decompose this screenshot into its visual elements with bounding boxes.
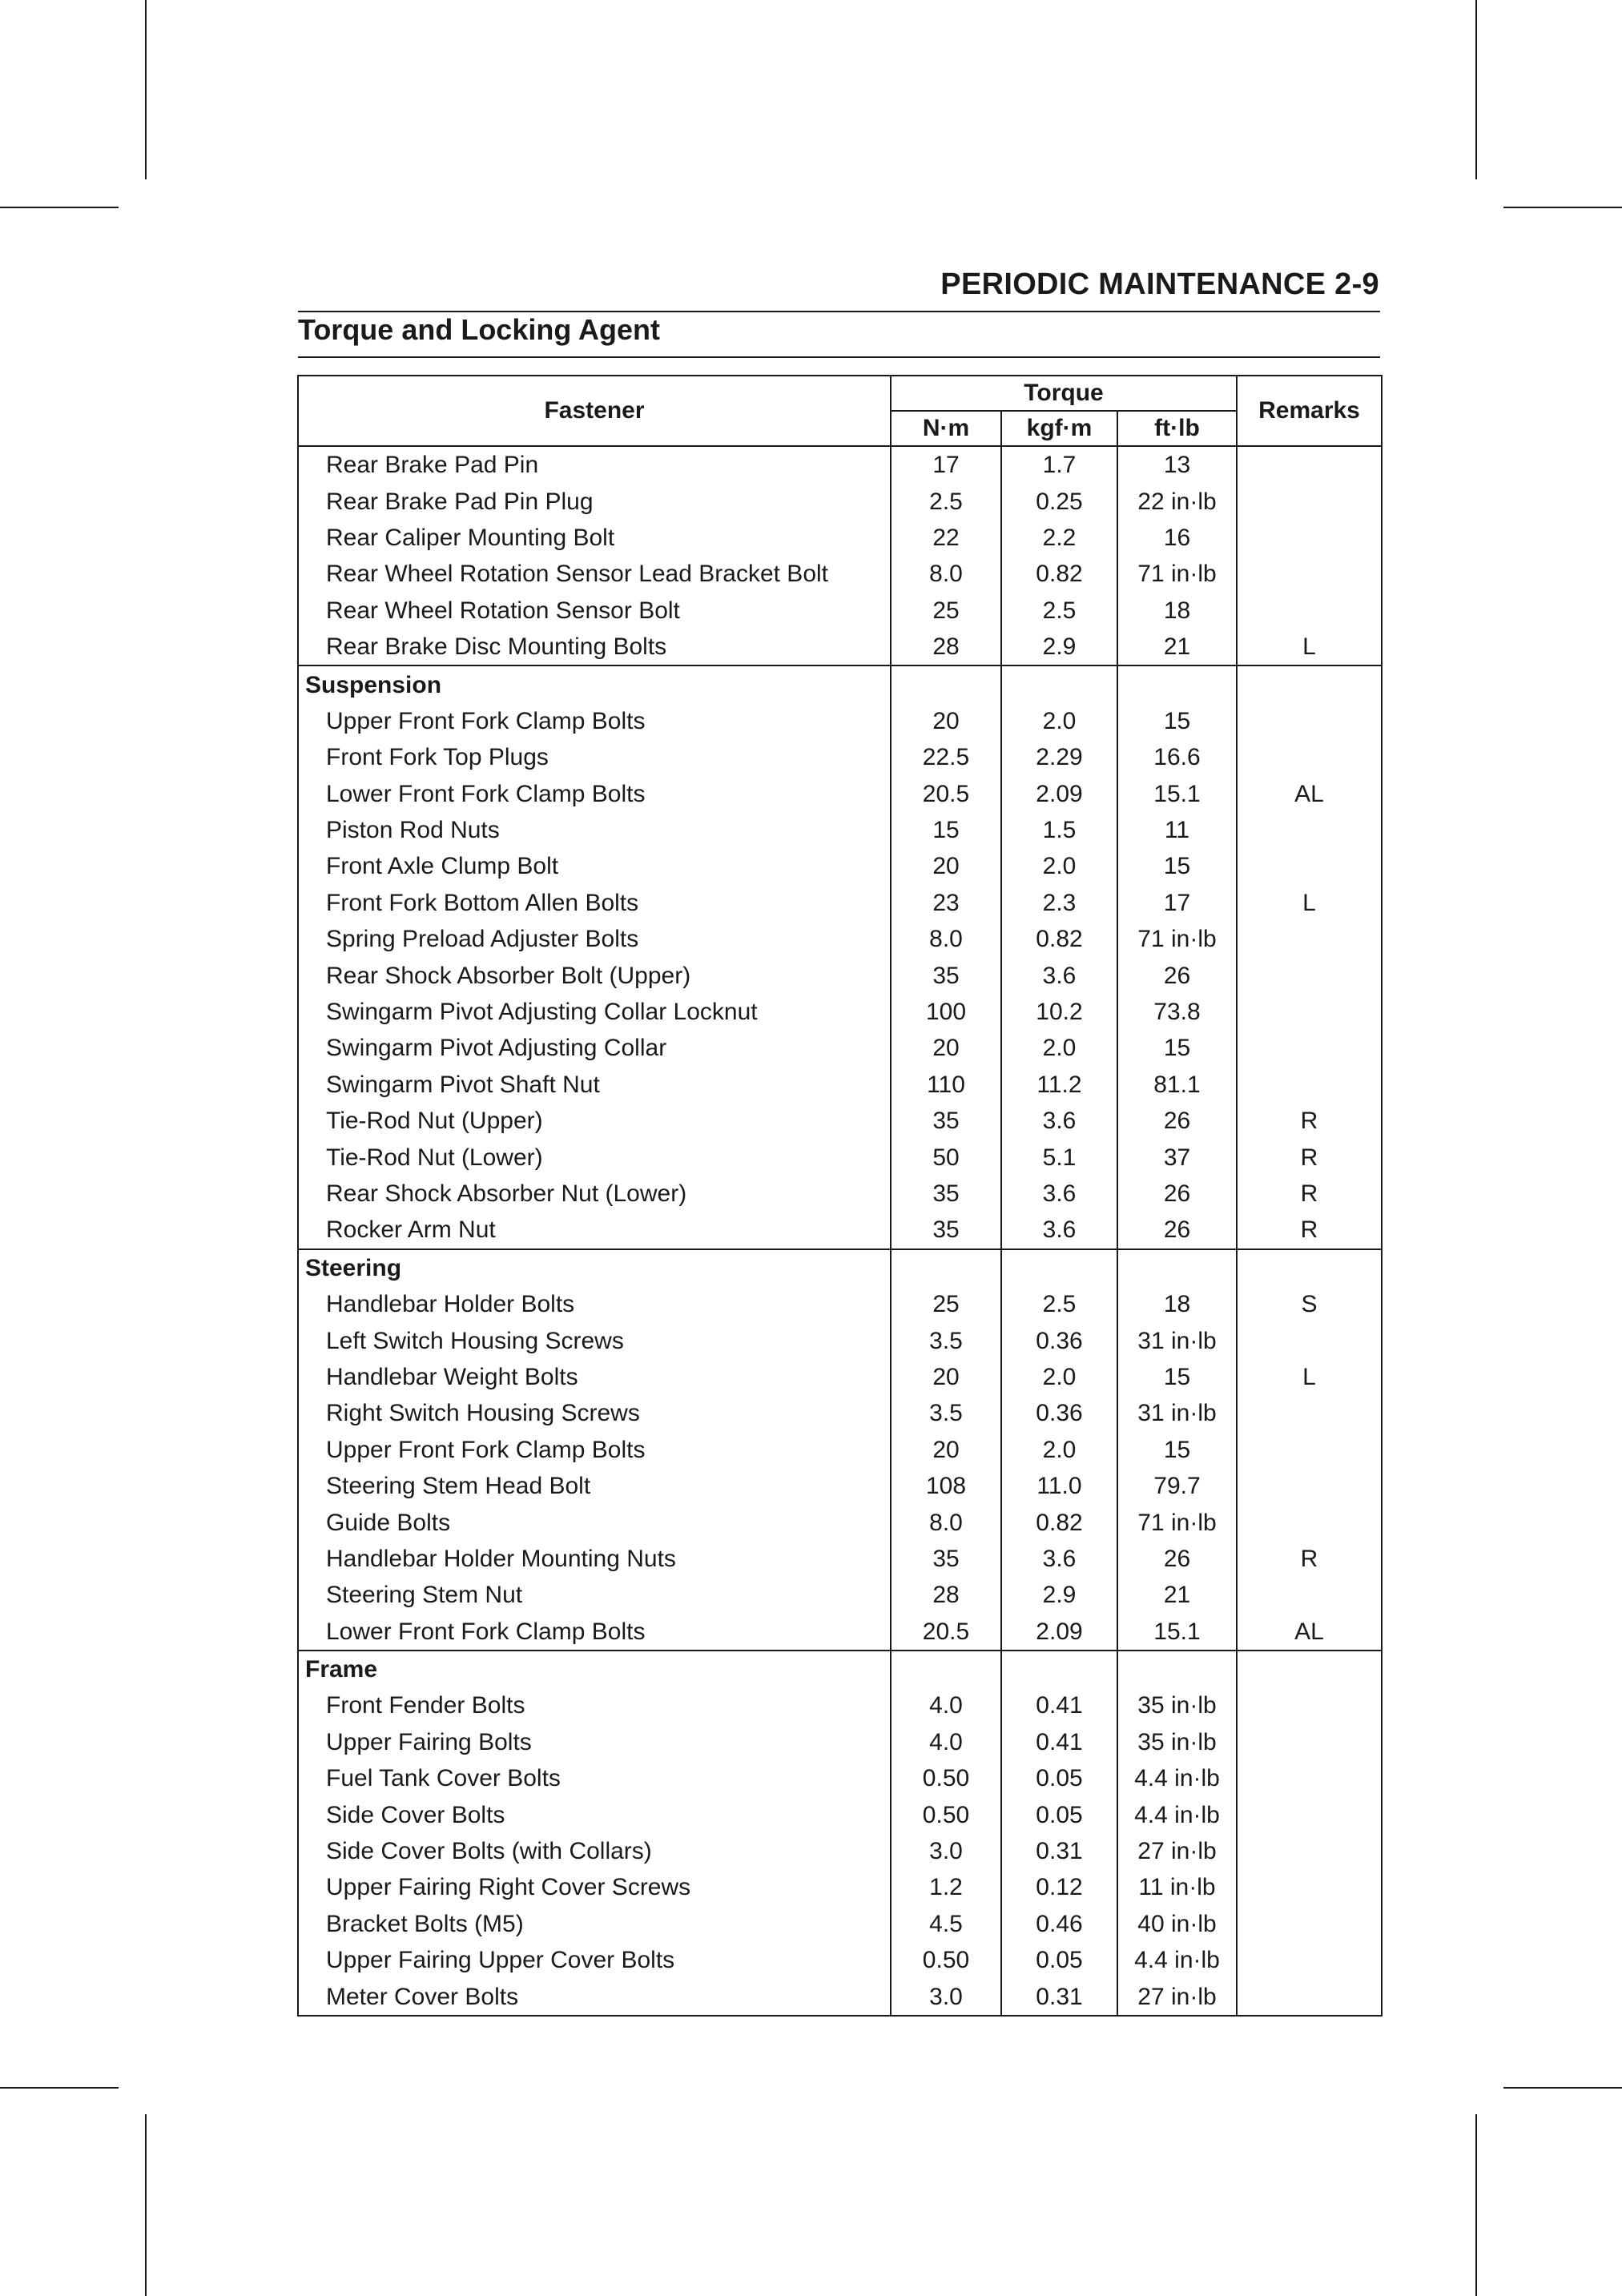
fastener-name: Handlebar Holder Mounting Nuts bbox=[298, 1541, 891, 1577]
remarks-cell bbox=[1237, 520, 1382, 556]
torque-kgfm: 0.36 bbox=[1001, 1395, 1117, 1431]
torque-ftlb: 16.6 bbox=[1117, 739, 1237, 775]
torque-kgfm: 2.0 bbox=[1001, 848, 1117, 884]
remarks-cell bbox=[1237, 739, 1382, 775]
torque-kgfm: 0.36 bbox=[1001, 1322, 1117, 1358]
fastener-name: Guide Bolts bbox=[298, 1504, 891, 1540]
header-torque: Torque bbox=[891, 376, 1237, 411]
torque-kgfm: 0.41 bbox=[1001, 1687, 1117, 1723]
torque-nm: 20 bbox=[891, 1030, 1001, 1066]
torque-kgfm: 3.6 bbox=[1001, 1176, 1117, 1212]
torque-kgfm: 3.6 bbox=[1001, 1212, 1117, 1249]
remarks-cell bbox=[1237, 1796, 1382, 1832]
table-row bbox=[298, 1541, 1382, 1577]
torque-ftlb: 11 bbox=[1117, 812, 1237, 848]
crop-mark bbox=[145, 2114, 147, 2296]
header-rule bbox=[298, 311, 1380, 312]
remarks-cell bbox=[1237, 1687, 1382, 1723]
torque-nm: 35 bbox=[891, 1176, 1001, 1212]
group-title-spacer bbox=[1117, 1651, 1237, 1687]
crop-mark bbox=[1475, 2114, 1477, 2296]
torque-nm: 108 bbox=[891, 1468, 1001, 1504]
torque-ftlb: 26 bbox=[1117, 1176, 1237, 1212]
remarks-cell: R bbox=[1237, 1103, 1382, 1139]
torque-kgfm: 2.2 bbox=[1001, 520, 1117, 556]
table-row bbox=[298, 1504, 1382, 1540]
torque-kgfm: 11.2 bbox=[1001, 1067, 1117, 1103]
table-row bbox=[298, 1577, 1382, 1613]
table-row bbox=[298, 1322, 1382, 1358]
torque-nm: 20.5 bbox=[891, 1614, 1001, 1651]
torque-ftlb: 26 bbox=[1117, 1541, 1237, 1577]
remarks-cell bbox=[1237, 593, 1382, 629]
remarks-cell bbox=[1237, 921, 1382, 957]
torque-kgfm: 1.5 bbox=[1001, 812, 1117, 848]
table-row bbox=[298, 1067, 1382, 1103]
torque-kgfm: 2.9 bbox=[1001, 629, 1117, 665]
remarks-cell bbox=[1237, 1322, 1382, 1358]
torque-ftlb: 71 in·lb bbox=[1117, 921, 1237, 957]
remarks-cell: L bbox=[1237, 885, 1382, 921]
remarks-cell bbox=[1237, 1869, 1382, 1905]
fastener-name: Tie-Rod Nut (Upper) bbox=[298, 1103, 891, 1139]
torque-ftlb: 15 bbox=[1117, 703, 1237, 739]
torque-kgfm: 0.31 bbox=[1001, 1833, 1117, 1869]
torque-nm: 3.0 bbox=[891, 1833, 1001, 1869]
torque-nm: 22.5 bbox=[891, 739, 1001, 775]
crop-mark bbox=[1503, 207, 1622, 208]
group-title-spacer bbox=[1237, 1651, 1382, 1687]
torque-ftlb: 16 bbox=[1117, 520, 1237, 556]
table-row bbox=[298, 1212, 1382, 1249]
torque-ftlb: 27 in·lb bbox=[1117, 1833, 1237, 1869]
torque-nm: 3.5 bbox=[891, 1395, 1001, 1431]
table-row bbox=[298, 629, 1382, 665]
fastener-name: Handlebar Holder Bolts bbox=[298, 1286, 891, 1322]
fastener-name: Swingarm Pivot Adjusting Collar bbox=[298, 1030, 891, 1066]
torque-nm: 35 bbox=[891, 1541, 1001, 1577]
fastener-name: Rear Wheel Rotation Sensor Bolt bbox=[298, 593, 891, 629]
fastener-name: Front Fender Bolts bbox=[298, 1687, 891, 1723]
page-header: PERIODIC MAINTENANCE 2-9 bbox=[940, 267, 1379, 301]
group-header-row bbox=[298, 1651, 1382, 1687]
torque-ftlb: 15 bbox=[1117, 1030, 1237, 1066]
group-title-spacer bbox=[1237, 1249, 1382, 1286]
remarks-cell bbox=[1237, 1942, 1382, 1978]
torque-ftlb: 21 bbox=[1117, 629, 1237, 665]
table-row bbox=[298, 1468, 1382, 1504]
fastener-name: Piston Rod Nuts bbox=[298, 812, 891, 848]
torque-kgfm: 0.82 bbox=[1001, 556, 1117, 592]
fastener-name: Upper Front Fork Clamp Bolts bbox=[298, 1432, 891, 1468]
fastener-name: Rear Shock Absorber Nut (Lower) bbox=[298, 1176, 891, 1212]
table-row bbox=[298, 1103, 1382, 1139]
remarks-cell: R bbox=[1237, 1139, 1382, 1175]
torque-kgfm: 2.5 bbox=[1001, 1286, 1117, 1322]
torque-ftlb: 13 bbox=[1117, 446, 1237, 483]
torque-table bbox=[297, 375, 1383, 2017]
table-row bbox=[298, 739, 1382, 775]
torque-ftlb: 81.1 bbox=[1117, 1067, 1237, 1103]
fastener-name: Bracket Bolts (M5) bbox=[298, 1906, 891, 1942]
torque-nm: 0.50 bbox=[891, 1942, 1001, 1978]
fastener-name: Upper Fairing Upper Cover Bolts bbox=[298, 1942, 891, 1978]
torque-ftlb: 18 bbox=[1117, 593, 1237, 629]
remarks-cell bbox=[1237, 1577, 1382, 1613]
torque-ftlb: 18 bbox=[1117, 1286, 1237, 1322]
torque-ftlb: 4.4 in·lb bbox=[1117, 1760, 1237, 1796]
table-row bbox=[298, 1286, 1382, 1322]
torque-ftlb: 35 in·lb bbox=[1117, 1724, 1237, 1760]
torque-nm: 25 bbox=[891, 1286, 1001, 1322]
table-row bbox=[298, 1833, 1382, 1869]
torque-ftlb: 71 in·lb bbox=[1117, 1504, 1237, 1540]
torque-ftlb: 4.4 in·lb bbox=[1117, 1796, 1237, 1832]
table-row bbox=[298, 593, 1382, 629]
torque-nm: 8.0 bbox=[891, 556, 1001, 592]
remarks-cell: AL bbox=[1237, 776, 1382, 812]
fastener-name: Rear Caliper Mounting Bolt bbox=[298, 520, 891, 556]
torque-nm: 20.5 bbox=[891, 776, 1001, 812]
remarks-cell bbox=[1237, 957, 1382, 993]
remarks-cell bbox=[1237, 1504, 1382, 1540]
fastener-name: Rear Brake Disc Mounting Bolts bbox=[298, 629, 891, 665]
group-title-spacer bbox=[1001, 1651, 1117, 1687]
torque-ftlb: 22 in·lb bbox=[1117, 483, 1237, 519]
torque-kgfm: 2.09 bbox=[1001, 1614, 1117, 1651]
torque-nm: 20 bbox=[891, 1359, 1001, 1395]
table-body bbox=[298, 446, 1382, 2016]
table-row bbox=[298, 1796, 1382, 1832]
torque-ftlb: 79.7 bbox=[1117, 1468, 1237, 1504]
table-row bbox=[298, 1139, 1382, 1175]
torque-nm: 3.0 bbox=[891, 1978, 1001, 2015]
fastener-name: Rear Wheel Rotation Sensor Lead Bracket Bolt bbox=[298, 556, 891, 592]
torque-ftlb: 26 bbox=[1117, 957, 1237, 993]
header-fastener: Fastener bbox=[298, 376, 891, 446]
torque-nm: 15 bbox=[891, 812, 1001, 848]
torque-ftlb: 4.4 in·lb bbox=[1117, 1942, 1237, 1978]
torque-kgfm: 10.2 bbox=[1001, 994, 1117, 1030]
remarks-cell: R bbox=[1237, 1176, 1382, 1212]
fastener-name: Spring Preload Adjuster Bolts bbox=[298, 921, 891, 957]
torque-nm: 4.0 bbox=[891, 1724, 1001, 1760]
torque-ftlb: 26 bbox=[1117, 1103, 1237, 1139]
header-nm: N·m bbox=[891, 411, 1001, 446]
group-title: Steering bbox=[298, 1249, 891, 1286]
torque-kgfm: 3.6 bbox=[1001, 1103, 1117, 1139]
remarks-cell bbox=[1237, 994, 1382, 1030]
torque-kgfm: 0.12 bbox=[1001, 1869, 1117, 1905]
table-row bbox=[298, 1906, 1382, 1942]
fastener-name: Lower Front Fork Clamp Bolts bbox=[298, 776, 891, 812]
torque-ftlb: 15 bbox=[1117, 1359, 1237, 1395]
fastener-name: Fuel Tank Cover Bolts bbox=[298, 1760, 891, 1796]
fastener-name: Right Switch Housing Screws bbox=[298, 1395, 891, 1431]
remarks-cell bbox=[1237, 556, 1382, 592]
group-title-spacer bbox=[1237, 665, 1382, 702]
fastener-name: Rocker Arm Nut bbox=[298, 1212, 891, 1249]
group-title-spacer bbox=[891, 1249, 1001, 1286]
torque-kgfm: 0.25 bbox=[1001, 483, 1117, 519]
torque-ftlb: 15.1 bbox=[1117, 1614, 1237, 1651]
torque-kgfm: 3.6 bbox=[1001, 1541, 1117, 1577]
torque-nm: 35 bbox=[891, 1212, 1001, 1249]
table-row bbox=[298, 1030, 1382, 1066]
torque-kgfm: 0.82 bbox=[1001, 921, 1117, 957]
remarks-cell bbox=[1237, 848, 1382, 884]
fastener-name: Swingarm Pivot Adjusting Collar Locknut bbox=[298, 994, 891, 1030]
table-row bbox=[298, 1760, 1382, 1796]
remarks-cell: L bbox=[1237, 1359, 1382, 1395]
section-title: Torque and Locking Agent bbox=[298, 313, 660, 346]
header-remarks: Remarks bbox=[1237, 376, 1382, 446]
torque-nm: 0.50 bbox=[891, 1760, 1001, 1796]
fastener-name: Lower Front Fork Clamp Bolts bbox=[298, 1614, 891, 1651]
table-row bbox=[298, 1176, 1382, 1212]
group-title-spacer bbox=[1001, 1249, 1117, 1286]
torque-kgfm: 2.3 bbox=[1001, 885, 1117, 921]
group-title-spacer bbox=[1117, 1249, 1237, 1286]
fastener-name: Front Fork Bottom Allen Bolts bbox=[298, 885, 891, 921]
torque-nm: 2.5 bbox=[891, 483, 1001, 519]
torque-nm: 4.5 bbox=[891, 1906, 1001, 1942]
torque-ftlb: 73.8 bbox=[1117, 994, 1237, 1030]
table-row bbox=[298, 1359, 1382, 1395]
torque-nm: 17 bbox=[891, 446, 1001, 483]
table-row bbox=[298, 556, 1382, 592]
torque-kgfm: 1.7 bbox=[1001, 446, 1117, 483]
torque-nm: 8.0 bbox=[891, 921, 1001, 957]
table-row bbox=[298, 1687, 1382, 1723]
remarks-cell bbox=[1237, 446, 1382, 483]
group-title-spacer bbox=[891, 1651, 1001, 1687]
torque-nm: 35 bbox=[891, 1103, 1001, 1139]
torque-ftlb: 37 bbox=[1117, 1139, 1237, 1175]
torque-kgfm: 5.1 bbox=[1001, 1139, 1117, 1175]
torque-kgfm: 0.82 bbox=[1001, 1504, 1117, 1540]
remarks-cell: R bbox=[1237, 1541, 1382, 1577]
header-ftlb: ft·lb bbox=[1117, 411, 1237, 446]
fastener-name: Rear Shock Absorber Bolt (Upper) bbox=[298, 957, 891, 993]
torque-kgfm: 0.05 bbox=[1001, 1760, 1117, 1796]
table-row bbox=[298, 957, 1382, 993]
crop-mark bbox=[145, 0, 147, 179]
table-row bbox=[298, 703, 1382, 739]
table-row bbox=[298, 1432, 1382, 1468]
remarks-cell bbox=[1237, 812, 1382, 848]
remarks-cell bbox=[1237, 1978, 1382, 2015]
torque-kgfm: 2.5 bbox=[1001, 593, 1117, 629]
torque-nm: 23 bbox=[891, 885, 1001, 921]
crop-mark bbox=[0, 207, 119, 208]
torque-nm: 35 bbox=[891, 957, 1001, 993]
remarks-cell bbox=[1237, 703, 1382, 739]
torque-ftlb: 15.1 bbox=[1117, 776, 1237, 812]
torque-ftlb: 31 in·lb bbox=[1117, 1322, 1237, 1358]
torque-nm: 1.2 bbox=[891, 1869, 1001, 1905]
fastener-name: Side Cover Bolts bbox=[298, 1796, 891, 1832]
remarks-cell bbox=[1237, 1067, 1382, 1103]
torque-kgfm: 0.31 bbox=[1001, 1978, 1117, 2015]
torque-ftlb: 15 bbox=[1117, 1432, 1237, 1468]
fastener-name: Left Switch Housing Screws bbox=[298, 1322, 891, 1358]
table-row bbox=[298, 1942, 1382, 1978]
group-header-row bbox=[298, 665, 1382, 702]
torque-ftlb: 26 bbox=[1117, 1212, 1237, 1249]
torque-kgfm: 2.0 bbox=[1001, 1432, 1117, 1468]
torque-nm: 8.0 bbox=[891, 1504, 1001, 1540]
remarks-cell bbox=[1237, 1395, 1382, 1431]
torque-kgfm: 2.09 bbox=[1001, 776, 1117, 812]
fastener-name: Front Fork Top Plugs bbox=[298, 739, 891, 775]
table-row bbox=[298, 1724, 1382, 1760]
table-row bbox=[298, 776, 1382, 812]
torque-ftlb: 11 in·lb bbox=[1117, 1869, 1237, 1905]
crop-mark bbox=[1475, 0, 1477, 179]
table-row bbox=[298, 520, 1382, 556]
torque-ftlb: 35 in·lb bbox=[1117, 1687, 1237, 1723]
crop-mark bbox=[1503, 2087, 1622, 2089]
torque-kgfm: 11.0 bbox=[1001, 1468, 1117, 1504]
torque-ftlb: 71 in·lb bbox=[1117, 556, 1237, 592]
torque-ftlb: 27 in·lb bbox=[1117, 1978, 1237, 2015]
remarks-cell bbox=[1237, 483, 1382, 519]
header-kgfm: kgf·m bbox=[1001, 411, 1117, 446]
torque-nm: 110 bbox=[891, 1067, 1001, 1103]
torque-nm: 3.5 bbox=[891, 1322, 1001, 1358]
fastener-name: Upper Front Fork Clamp Bolts bbox=[298, 703, 891, 739]
torque-ftlb: 15 bbox=[1117, 848, 1237, 884]
remarks-cell: AL bbox=[1237, 1614, 1382, 1651]
torque-kgfm: 2.9 bbox=[1001, 1577, 1117, 1613]
group-title-spacer bbox=[1001, 665, 1117, 702]
table-row bbox=[298, 1978, 1382, 2015]
torque-ftlb: 31 in·lb bbox=[1117, 1395, 1237, 1431]
torque-nm: 0.50 bbox=[891, 1796, 1001, 1832]
torque-kgfm: 0.05 bbox=[1001, 1796, 1117, 1832]
remarks-cell: L bbox=[1237, 629, 1382, 665]
table-row bbox=[298, 994, 1382, 1030]
torque-nm: 28 bbox=[891, 629, 1001, 665]
table-row bbox=[298, 1869, 1382, 1905]
fastener-name: Steering Stem Nut bbox=[298, 1577, 891, 1613]
table-row bbox=[298, 1614, 1382, 1651]
torque-nm: 100 bbox=[891, 994, 1001, 1030]
fastener-name: Steering Stem Head Bolt bbox=[298, 1468, 891, 1504]
torque-ftlb: 40 in·lb bbox=[1117, 1906, 1237, 1942]
torque-kgfm: 2.0 bbox=[1001, 1030, 1117, 1066]
group-title-spacer bbox=[1117, 665, 1237, 702]
torque-kgfm: 2.29 bbox=[1001, 739, 1117, 775]
fastener-name: Rear Brake Pad Pin Plug bbox=[298, 483, 891, 519]
torque-kgfm: 0.41 bbox=[1001, 1724, 1117, 1760]
remarks-cell bbox=[1237, 1030, 1382, 1066]
fastener-name: Side Cover Bolts (with Collars) bbox=[298, 1833, 891, 1869]
remarks-cell bbox=[1237, 1432, 1382, 1468]
table-row bbox=[298, 921, 1382, 957]
group-title-spacer bbox=[891, 665, 1001, 702]
remarks-cell bbox=[1237, 1724, 1382, 1760]
table-row bbox=[298, 848, 1382, 884]
torque-ftlb: 17 bbox=[1117, 885, 1237, 921]
torque-kgfm: 0.05 bbox=[1001, 1942, 1117, 1978]
table-row bbox=[298, 812, 1382, 848]
torque-nm: 28 bbox=[891, 1577, 1001, 1613]
fastener-name: Tie-Rod Nut (Lower) bbox=[298, 1139, 891, 1175]
table-row bbox=[298, 1395, 1382, 1431]
table-row bbox=[298, 446, 1382, 483]
remarks-cell bbox=[1237, 1468, 1382, 1504]
remarks-cell bbox=[1237, 1833, 1382, 1869]
section-rule bbox=[298, 356, 1380, 358]
fastener-name: Meter Cover Bolts bbox=[298, 1978, 891, 2015]
fastener-name: Handlebar Weight Bolts bbox=[298, 1359, 891, 1395]
crop-mark bbox=[0, 2087, 119, 2089]
torque-kgfm: 2.0 bbox=[1001, 703, 1117, 739]
remarks-cell bbox=[1237, 1760, 1382, 1796]
torque-kgfm: 0.46 bbox=[1001, 1906, 1117, 1942]
torque-nm: 20 bbox=[891, 848, 1001, 884]
fastener-name: Rear Brake Pad Pin bbox=[298, 446, 891, 483]
torque-nm: 22 bbox=[891, 520, 1001, 556]
fastener-name: Upper Fairing Bolts bbox=[298, 1724, 891, 1760]
fastener-name: Upper Fairing Right Cover Screws bbox=[298, 1869, 891, 1905]
torque-nm: 20 bbox=[891, 703, 1001, 739]
torque-nm: 20 bbox=[891, 1432, 1001, 1468]
torque-nm: 4.0 bbox=[891, 1687, 1001, 1723]
table-row bbox=[298, 885, 1382, 921]
remarks-cell bbox=[1237, 1906, 1382, 1942]
remarks-cell: S bbox=[1237, 1286, 1382, 1322]
group-header-row bbox=[298, 1249, 1382, 1286]
remarks-cell: R bbox=[1237, 1212, 1382, 1249]
torque-ftlb: 21 bbox=[1117, 1577, 1237, 1613]
torque-kgfm: 3.6 bbox=[1001, 957, 1117, 993]
group-title: Suspension bbox=[298, 665, 891, 702]
torque-kgfm: 2.0 bbox=[1001, 1359, 1117, 1395]
table-row bbox=[298, 483, 1382, 519]
torque-nm: 25 bbox=[891, 593, 1001, 629]
group-title: Frame bbox=[298, 1651, 891, 1687]
fastener-name: Swingarm Pivot Shaft Nut bbox=[298, 1067, 891, 1103]
torque-nm: 50 bbox=[891, 1139, 1001, 1175]
fastener-name: Front Axle Clump Bolt bbox=[298, 848, 891, 884]
